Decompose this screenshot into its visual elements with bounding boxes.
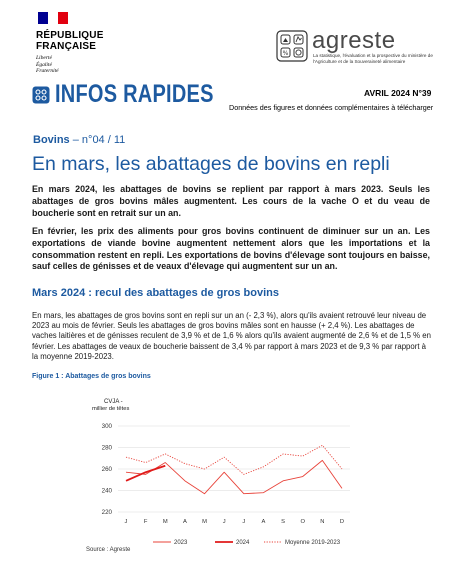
section-body: En mars, les abattages de gros bovins sont en repli sur un an (- 2,3 %), alors qu'ils avaient retrouvé leur niveau de 2023 au mois de février. Seuls les abattages de gros bovins mâles sont en hausse (+ 2,4 %). Les abattages de vaches laitières et de génisses reculent de 3,9 % et de 1,6 % alors qu'ils avaient augmenté de 2,6 % et de 1,5 % en février. Les abattages de veaux de boucherie baissent de 3,4 % par rapport à mars 2023 et de 9,3 % par rapport à la moyenne 2019-2023. bbox=[32, 311, 431, 361]
x-tick-label-4: M bbox=[202, 519, 207, 525]
legend-label-1: 2024 bbox=[236, 540, 250, 546]
x-tick-label-8: S bbox=[281, 519, 286, 525]
motto-fraternite: Fraternité bbox=[36, 68, 59, 74]
x-tick-label-7: A bbox=[261, 519, 266, 525]
download-link[interactable]: Données des figures et données complémentaires à télécharger bbox=[229, 103, 434, 112]
x-tick-label-5: J bbox=[222, 519, 226, 525]
y-unit-label-line2: millier de têtes bbox=[92, 406, 130, 412]
svg-text:%: % bbox=[282, 50, 289, 57]
x-tick-label-10: N bbox=[320, 519, 325, 525]
x-tick-label-6: J bbox=[242, 519, 246, 525]
infos-rapides-title: INFOS RAPIDES bbox=[55, 80, 214, 108]
legend-label-2: Moyenne 2019-2023 bbox=[285, 540, 341, 546]
series-line-1 bbox=[126, 466, 165, 481]
figure-title: Figure 1 : Abattages de gros bovins bbox=[32, 373, 151, 380]
y-tick-label-220: 220 bbox=[101, 509, 112, 517]
intro-paragraph-1: En mars 2024, les abattages de bovins se replient par rapport à mars 2023. Seuls les abattages de gros bovins mâles augmentent. Les cours de la vache O et du veau de boucherie sont en retrait sur un an. bbox=[32, 184, 430, 218]
x-tick-label-3: A bbox=[182, 519, 187, 525]
issue-date: AVRIL 2024 N°39 bbox=[364, 88, 432, 98]
republique-francaise-logo bbox=[36, 30, 104, 52]
y-unit-label-line1: CVJA - bbox=[104, 399, 123, 405]
page-title: En mars, les abattages de bovins en repli bbox=[32, 153, 390, 175]
legend-label-0: 2023 bbox=[174, 540, 188, 546]
x-tick-label-2: M bbox=[162, 519, 168, 525]
series-line-2 bbox=[126, 445, 342, 474]
motto-egalite: Égalité bbox=[36, 61, 52, 68]
y-tick-label-240: 240 bbox=[101, 487, 112, 495]
x-tick-label-11: D bbox=[339, 519, 345, 525]
series-name: Bovins bbox=[33, 134, 70, 146]
series-line-0 bbox=[126, 460, 342, 493]
republic-name-line2: FRANÇAISE bbox=[36, 41, 97, 52]
y-tick-label-260: 260 bbox=[101, 466, 112, 474]
y-tick-label-280: 280 bbox=[101, 444, 112, 452]
agreste-brand: agreste bbox=[312, 27, 396, 54]
republic-motto bbox=[36, 55, 59, 75]
figure-source: Source : Agreste bbox=[86, 547, 131, 553]
agreste-tagline: La statistique, l'évaluation et la prospective du ministère de l'Agriculture et de la Souveraineté alimentaire bbox=[313, 53, 433, 64]
motto-liberte: Liberté bbox=[36, 55, 52, 61]
republic-name-line1: RÉPUBLIQUE bbox=[36, 30, 104, 41]
agreste-grid-icon bbox=[276, 30, 308, 62]
x-tick-label-0: J bbox=[124, 519, 128, 525]
infos-rapides-icon bbox=[32, 86, 50, 104]
x-tick-label-1: F bbox=[143, 519, 148, 525]
series-number: n°04 / 11 bbox=[81, 134, 126, 146]
y-tick-label-300: 300 bbox=[101, 423, 112, 431]
intro-paragraph-2: En février, les prix des aliments pour gros bovins continuent de diminuer sur un an. Les exportations de viande bovine augmentent nettement alors que les importations et la consommation restent en repli. Les exportations de bovins d'élevage sont toujours en baisse, sauf celles de génisses et de veaux d'élevage qui augmentent sur un an. bbox=[32, 226, 430, 272]
publication-series: Bovins – n°04 / 11 bbox=[33, 134, 126, 146]
section-heading: Mars 2024 : recul des abattages de gros bovins bbox=[32, 287, 279, 299]
marianne-flag-icon bbox=[38, 12, 68, 24]
x-tick-label-9: O bbox=[300, 519, 305, 525]
